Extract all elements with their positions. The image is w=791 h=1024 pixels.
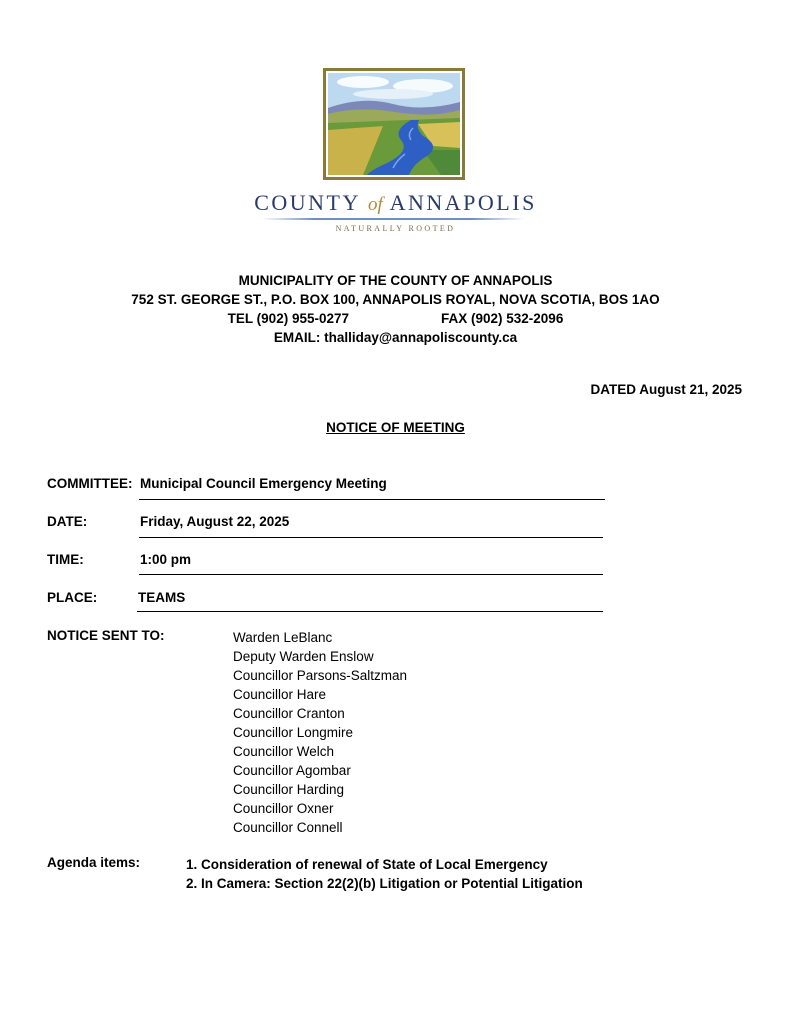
municipality-address: 752 ST. GEORGE ST., P.O. BOX 100, ANNAPOLIS ROYAL, NOVA SCOTIA, BOS 1AO [131, 292, 660, 307]
logo-divider [262, 218, 524, 220]
time-value: 1:00 pm [140, 552, 192, 567]
logo-tagline: NATURALLY ROOTED [335, 224, 456, 233]
recipient-item: Councillor Hare [233, 687, 327, 702]
recipient-item: Warden LeBlanc [233, 630, 333, 645]
committee-label: COMMITTEE: [47, 476, 133, 491]
date-label: DATE: [47, 514, 88, 529]
wordmark-county: COUNTY [254, 190, 361, 215]
county-landscape-logo-image [323, 68, 465, 180]
date-underline [139, 537, 603, 538]
recipient-item: Councillor Parsons-Saltzman [233, 668, 408, 683]
recipient-item: Councillor Agombar [233, 763, 351, 778]
dated-line: DATED August 21, 2025 [590, 382, 742, 397]
time-underline [139, 574, 603, 575]
county-name-wordmark [228, 190, 563, 216]
notice-sent-to-label: NOTICE SENT TO: [47, 628, 165, 643]
telephone-number: TEL (902) 955-0277 [227, 311, 349, 326]
agenda-item: 1. Consideration of renewal of State of Local Emergency [186, 857, 548, 872]
notice-title: NOTICE OF MEETING [326, 420, 465, 435]
time-label: TIME: [47, 552, 84, 567]
recipient-list [233, 628, 407, 837]
agenda-item: 2. In Camera: Section 22(2)(b) Litigation or Potential Litigation [186, 876, 583, 891]
agenda-label: Agenda items: [47, 855, 141, 870]
recipient-item: Councillor Connell [233, 820, 343, 835]
recipient-item: Councillor Welch [233, 744, 335, 759]
place-underline [137, 611, 603, 612]
committee-underline [139, 499, 605, 500]
place-label: PLACE: [47, 590, 98, 605]
fax-number: FAX (902) 532-2096 [441, 311, 564, 326]
municipality-name: MUNICIPALITY OF THE COUNTY OF ANNAPOLIS [238, 273, 553, 288]
wordmark-annapolis: ANNAPOLIS [389, 190, 537, 215]
date-value: Friday, August 22, 2025 [140, 514, 290, 529]
contact-email: EMAIL: thalliday@annapoliscounty.ca [273, 330, 518, 345]
recipient-item: Councillor Cranton [233, 706, 345, 721]
wordmark-of: of [368, 194, 383, 215]
place-value: TEAMS [138, 590, 186, 605]
recipient-item: Deputy Warden Enslow [233, 649, 374, 664]
contact-phone-fax [0, 311, 791, 326]
recipient-item: Councillor Longmire [233, 725, 354, 740]
recipient-item: Councillor Oxner [233, 801, 334, 816]
agenda-list [186, 855, 583, 893]
committee-value: Municipal Council Emergency Meeting [140, 476, 387, 491]
recipient-item: Councillor Harding [233, 782, 345, 797]
